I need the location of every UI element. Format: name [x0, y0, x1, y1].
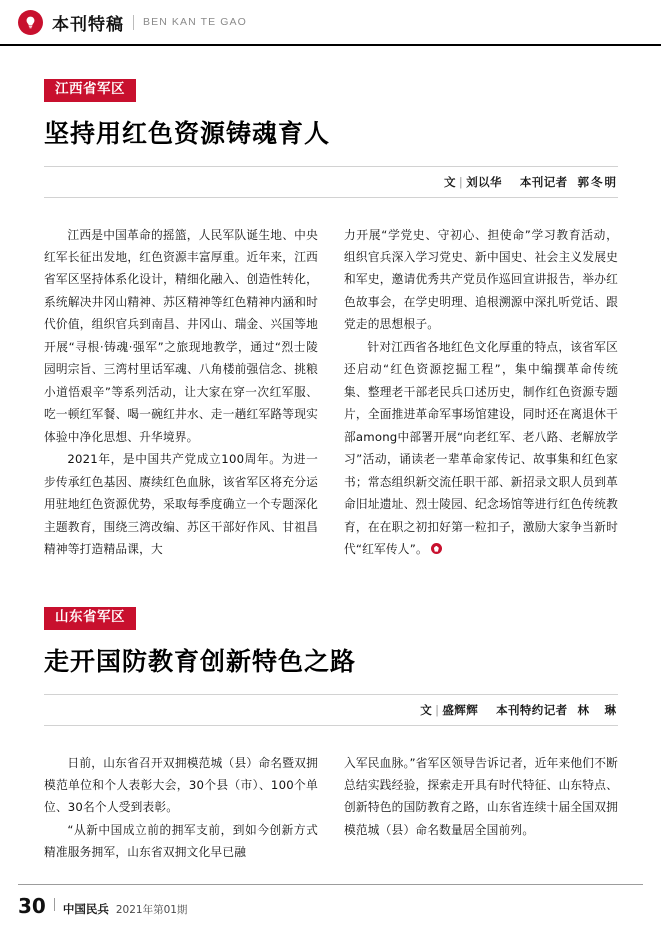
- paragraph-with-endmark: [344, 336, 618, 561]
- header-rule: [0, 44, 661, 46]
- status-badge: 山东省军区: [44, 607, 136, 630]
- page-title: 走开国防教育创新特色之路: [44, 646, 357, 676]
- byline: [44, 702, 618, 718]
- byline-reporter: 林 琳: [577, 702, 618, 717]
- byline-rule-top: [44, 694, 618, 695]
- byline-author: 刘以华: [466, 174, 502, 189]
- byline-label: 文: [444, 174, 456, 189]
- header-title: 本刊特稿: [52, 14, 124, 35]
- byline-reporter: 郭冬明: [577, 174, 618, 189]
- page-title: 坚持用红色资源铸魂育人: [44, 118, 331, 148]
- page-header: [0, 0, 661, 44]
- column-left: [44, 752, 318, 864]
- byline-role: 本刊记者: [519, 174, 568, 189]
- paragraph: 力开展“学党史、守初心、担使命”学习教育活动，组织官兵深入学习党史、新中国史、社会主义发展史和军史，邀请优秀共产党员作巡回宣讲报告，举办红色故事会，在学史明理、追根溯源中深扎听党话、跟党走的思想根子。: [344, 227, 618, 332]
- paragraph: 江西是中国革命的摇篮，人民军队诞生地、中央红军长征出发地，红色资源丰富厚重。近年来，江西省军区坚持体系化设计，精细化融入、创造性转化，系统解决井冈山精神、苏区精神等红色精神内涵和时代价值，组织官兵到南昌、井冈山、瑞金、兴国等地开展“寻根·铸魂·强军”之旅现地教学，通过“烈士陵园明宗旨、三湾村里话军魂、八角楼前强信念、挑粮小道悟艰辛”等系列活动，让大家在穿一次红军服、吃一顿红军餐、喝一碗红井水、走一趟红军路等现实体验中净化思想、升华境界。: [44, 227, 318, 444]
- paragraph: “从新中国成立前的拥军支前，到如今创新方式精准服务拥军，山东省双拥文化早已融: [44, 822, 318, 860]
- article-body: [44, 224, 618, 561]
- article-body: [44, 752, 618, 864]
- article-shandong: [44, 606, 618, 864]
- paragraph-text: 针对江西省各地红色文化厚重的特点，该省军区还启动“红色资源挖掘工程”，集中编撰革命传统集、整理老干部老民兵口述历史，制作红色资源专题片，全面推进革命军事场馆建设，同时还在离退休干部among中部署开展“向老红军、老八路、老解放学习”活动，诵读老一辈革命家传记、故事集和红色家书；常态组织新交流任职干部、新招录文职人员到革命旧址遗址、烈士陵园、纪念场馆等进行红色传统教育，在在职之初扣好第一粒扣子，激励大家争当新时代“红军传人”。: [344, 339, 618, 557]
- byline-bar: |: [435, 702, 440, 717]
- header-pinyin: BEN KAN TE GAO: [143, 16, 247, 28]
- byline-rule-top: [44, 166, 618, 167]
- lightbulb-icon: [18, 10, 43, 35]
- byline-rule-bottom: [44, 197, 618, 198]
- column-right: [344, 752, 618, 864]
- byline-bar: |: [458, 174, 464, 189]
- byline-author: 盛辉辉: [442, 702, 479, 717]
- status-badge: 江西省军区: [44, 79, 136, 102]
- magazine-name: 中国民兵: [62, 902, 109, 916]
- article-jiangxi: [44, 78, 618, 561]
- byline: [44, 174, 618, 190]
- issue-label: 2021年第01期: [115, 904, 188, 916]
- header-divider: [133, 15, 134, 30]
- page-number: 30: [18, 894, 46, 918]
- paragraph: 入军民血脉。”省军区领导告诉记者，近年来他们不断总结实践经验，探索走开具有时代特征、山东特点、创新特色的国防教育之路，山东省连续十届全国双拥模范城（县）命名数量居全国前列。: [344, 755, 618, 837]
- byline-role: 本刊特约记者: [496, 702, 568, 717]
- column-right: [344, 224, 618, 561]
- byline-label: 文: [420, 702, 433, 717]
- footer-divider: [54, 898, 55, 911]
- page-footer: [18, 894, 187, 918]
- column-left: [44, 224, 318, 561]
- footer-rule: [18, 884, 643, 885]
- paragraph: 2021年，是中国共产党成立100周年。为进一步传承红色基因、赓续红色血脉，该省军区将充分运用驻地红色资源优势，采取每季度确立一个专题深化主题教育，围绕三湾改编、苏区干部好作风、甘祖昌精神等打造精品课，大: [44, 452, 318, 557]
- byline-rule-bottom: [44, 725, 618, 726]
- end-mark-icon: [431, 543, 442, 554]
- paragraph: 日前，山东省召开双拥模范城（县）命名暨双拥模范单位和个人表彰大会，30个县（市）、100个单位、30名个人受到表彰。: [44, 755, 318, 815]
